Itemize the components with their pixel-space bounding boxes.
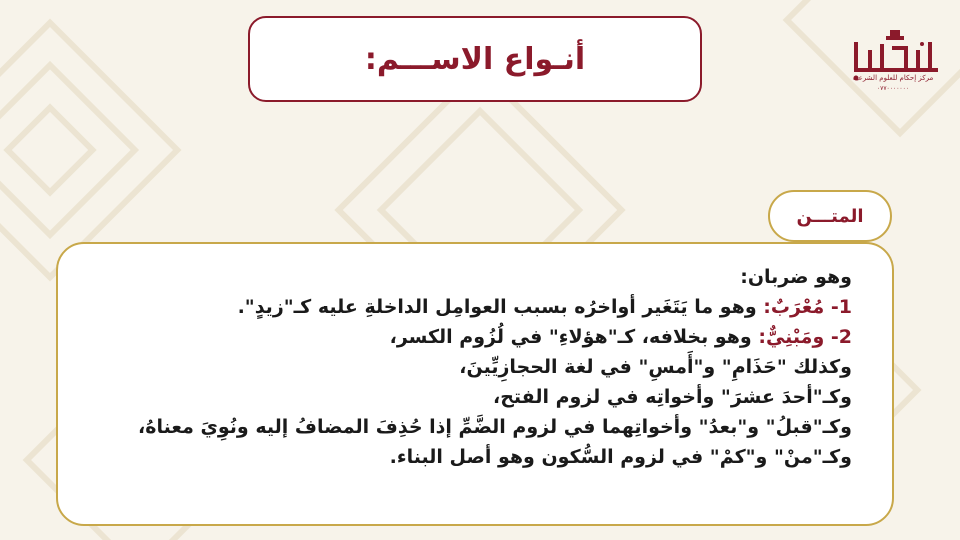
section-tab-label: المتـــن: [796, 205, 864, 227]
logo-number: ٠٧٧٠٠٠٠٠٠٠: [876, 85, 910, 92]
content-box: [56, 242, 894, 526]
text-line-1: وهو ضربان:: [740, 266, 852, 288]
text-body: [82, 262, 852, 472]
title-box: [248, 16, 702, 102]
text-line-6: وكـ"قبلُ" و"بعدُ" وأخواتِهما في لزوم الضَّمِّ إذا حُذِفَ المضافُ إليه ونُوِيَ معناهُ،: [138, 416, 852, 438]
text-line-3: [82, 322, 852, 352]
page-title: أنـواع الاســـم:: [364, 41, 586, 77]
term-mabni: 2- ومَبْنِيٌّ:: [758, 326, 852, 348]
text-line-3-body: وهو بخلافه، كـ"هؤلاءِ" في لُزُوم الكسر،: [389, 326, 759, 348]
logo-subtitle: مركز إحكام للعلوم الشرعية: [852, 74, 934, 82]
text-line-2: [82, 292, 852, 322]
text-line-5: وكـ"أحدَ عشرَ" وأخواتِه في لزوم الفتح،: [493, 386, 852, 408]
text-line-2-body: وهو ما يَتَغَير أواخرُه بسبب العوامِل الداخلةِ عليه كـ"زيدٍ".: [237, 296, 764, 318]
section-tab: [768, 190, 892, 242]
text-line-7: وكـ"منْ" و"كمْ" في لزوم السُّكون وهو أصل البناء.: [389, 446, 852, 468]
term-murab: 1- مُعْرَبٌ:: [763, 296, 852, 318]
text-line-4: وكذلك "حَذَامِ" و"أَمسِ" في لغة الحجازِيِّينَ،: [459, 356, 852, 378]
